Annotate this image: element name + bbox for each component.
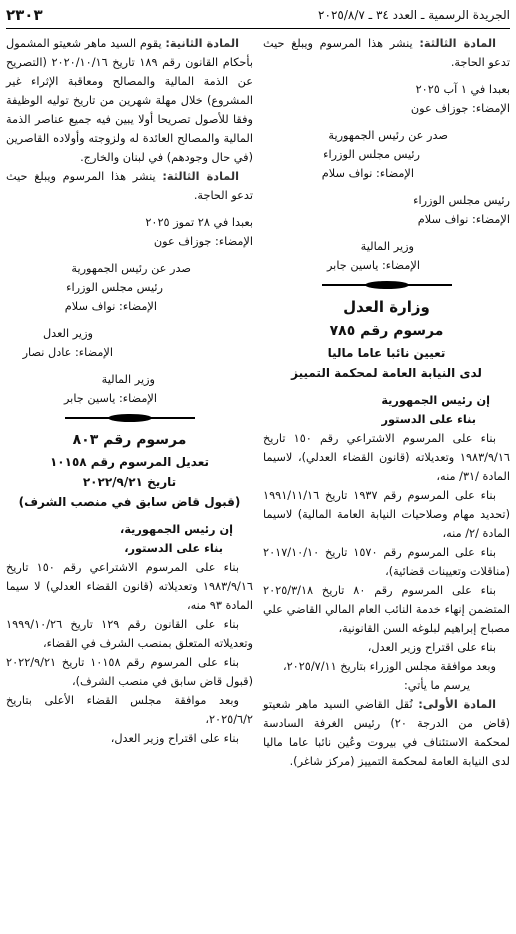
article-two: المادة الثانية: يقوم السيد ماهر شعيتو المشمول بأحكام القانون رقم ١٨٩ تاريخ ٢٠٢٠/١٠/١٦ (التصريح عن الذمة المالية والمصالح ومعاقبة الإثراء غير المشروع) خلال مهلة شهرين من تاريخ توليه الوظيفة وفقا للأصول تصريحا أولا يبين فيه جميع عناصر الذمة المالية والمصالح العائدة له ولزوجته وأولاده القاصرين (في حال وجودهم) في لبنان والخارج. [6,37,253,164]
article-label: المادة الثانية: [165,37,239,50]
finance-signature: الإمضاء: ياسين جابر [63,392,157,405]
header-rule [6,28,510,29]
recital: بناء على المرسوم رقم ١٠١٥٨ تاريخ ٢٠٢٢/٩/٢١ (قبول قاض سابق في منصب الشرف)، [6,656,253,688]
recital: بناء على المرسوم الاشتراعي رقم ١٥٠ تاريخ ١٩٨٣/٩/١٦ وتعديلاته (قانون القضاء العدلي)، لاسيما المادة /٣١/ منه، [263,432,510,483]
justice-title: وزير العدل [42,327,93,340]
article-three: المادة الثالثة: ينشر هذا المرسوم ويبلغ حيث تدعو الحاجة. [263,37,510,69]
issued-by: صدر عن رئيس الجمهورية [328,129,448,142]
recital: بناء على المرسوم رقم ١٥٧٠ تاريخ ٢٠١٧/١٠/١٠ (مناقلات وتعيينات قضائية)، [263,546,510,578]
pm-title: رئيس مجلس الوزراء [323,148,420,161]
page-number: ٢٣٠٣ [6,6,43,24]
finance-signature: الإمضاء: ياسين جابر [326,259,420,272]
recital: وبعد موافقة مجلس القضاء الأعلى بتاريخ ٢٠٢٥/٦/٢، [6,694,253,726]
decree-subject-paren: (قبول قاض سابق في منصب الشرف) [18,495,241,509]
right-column [263,34,510,771]
decree-subject-2: لدى النيابة العامة لمحكمة التمييز [291,366,482,380]
article-label: المادة الأولى: [418,698,496,711]
recital: بناء على المرسوم الاشتراعي رقم ١٥٠ تاريخ ١٩٨٣/٩/١٦ وتعديلاته (قانون القضاء العدلي) لا سيما المادة ٩٣ منه، [6,561,253,612]
president-signature: الإمضاء: جوزاف عون [410,102,510,115]
article-label: المادة الثالثة: [419,37,496,50]
section-divider [322,281,452,289]
recital: بناء على المرسوم رقم ٨٠ تاريخ ٢٠٢٥/٣/١٨ المتضمن إنهاء خدمة النائب العام المالي القاضي علي مصباح إبراهيم لبلوغه السن القانونية، [263,584,510,635]
decree-subject: تعيين نائبا عاما ماليا [327,346,446,360]
decrees-following: يرسم ما يأتي: [404,679,470,692]
pm-signature: الإمضاء: نواف سلام [64,300,157,313]
recital: بناء على المرسوم رقم ١٩٣٧ تاريخ ١٩٩١/١١/١٦ (تحديد مهام وصلاحيات النيابة العامة المالية) لاسيما المادة /٢/ منه، [263,489,510,540]
decree-date: بعبدا في ٢٨ تموز ٢٠٢٥ [145,216,253,229]
page-header [6,2,510,28]
issued-by: صدر عن رئيس الجمهورية [71,262,191,275]
president-intro: إن رئيس الجمهورية، [120,523,233,536]
recital: بناء على اقتراح وزير العدل، [110,732,239,745]
finance-title: وزير المالية [360,240,414,253]
left-column [6,34,253,748]
constitution-intro: بناء على الدستور [381,413,476,426]
pm-title-2: رئيس مجلس الوزراء [413,194,510,207]
justice-signature: الإمضاء: عادل نصار [22,346,113,359]
recital: وبعد موافقة مجلس الوزراء بتاريخ ٢٠٢٥/٧/١١، [282,660,496,673]
decree-number: مرسوم رقم ٧٨٥ [329,323,444,339]
decree-date: بعبدا في ١ آب ٢٠٢٥ [415,83,510,96]
decree-subject: تعديل المرسوم رقم ١٠١٥٨ [49,455,209,469]
article-one: المادة الأولى: نُقل القاضي السيد ماهر شعيتو (قاض من الدرجة ٢٠) رئيس الغرفة السادسة لمحكمة الاستئناف في بيروت وعُين نائبا عاما ماليا لدى النيابة العامة لمحكمة التمييز (مركز شاغر). [263,698,511,768]
recital: بناء على القانون رقم ١٢٩ تاريخ ١٩٩٩/١٠/٢٦ وتعديلاته المتعلق بمنصب الشرف في القضاء، [6,618,253,650]
ministry-heading: وزارة العدل [343,298,430,316]
finance-title: وزير المالية [101,373,155,386]
article-label: المادة الثالثة: [162,170,239,183]
president-signature: الإمضاء: جوزاف عون [153,235,253,248]
decree-date-heading: تاريخ ٢٠٢٢/٩/٢١ [82,475,177,489]
recital: بناء على اقتراح وزير العدل، [367,641,496,654]
pm-title: رئيس مجلس الوزراء [66,281,163,294]
pm-signature: الإمضاء: نواف سلام [321,167,414,180]
president-intro: إن رئيس الجمهورية [381,394,490,407]
constitution-intro: بناء على الدستور، [124,542,223,555]
gazette-issue-title: الجريدة الرسمية ـ العدد ٣٤ ـ ٢٠٢٥/٨/٧ [318,8,510,22]
article-three: المادة الثالثة: ينشر هذا المرسوم ويبلغ حيث تدعو الحاجة. [6,170,253,202]
section-divider [65,414,195,422]
decree-number: مرسوم رقم ٨٠٣ [72,432,187,448]
pm-signature-2: الإمضاء: نواف سلام [417,213,510,226]
